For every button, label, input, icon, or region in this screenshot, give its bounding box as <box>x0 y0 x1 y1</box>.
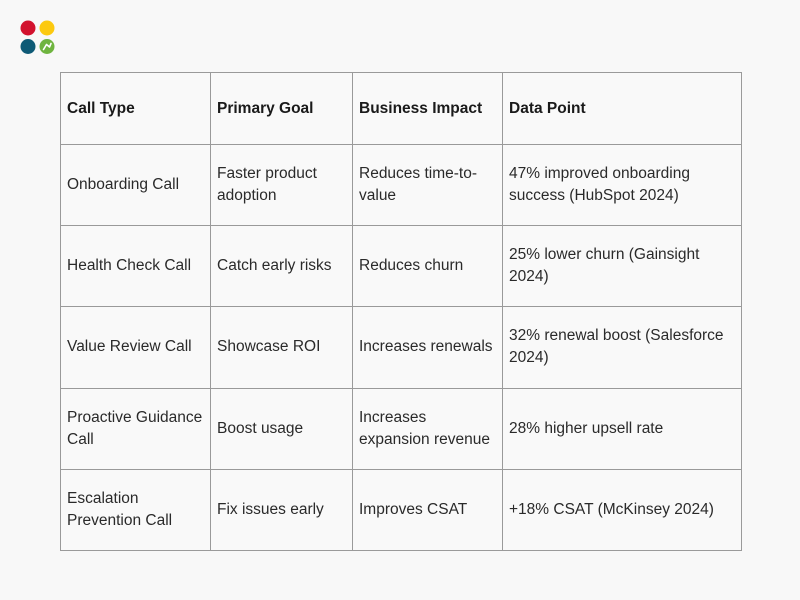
header-data-point: Data Point <box>503 73 742 145</box>
table-row <box>61 469 742 550</box>
table-header-row <box>61 73 742 145</box>
cell-call-type: Escalation Prevention Call <box>61 469 211 550</box>
cell-data-point: 28% higher upsell rate <box>503 388 742 469</box>
cell-call-type: Onboarding Call <box>61 145 211 226</box>
table-row <box>61 307 742 388</box>
brand-logo-icon <box>18 18 58 58</box>
header-call-type: Call Type <box>61 73 211 145</box>
cell-data-point: 25% lower churn (Gainsight 2024) <box>503 226 742 307</box>
logo-dot-red <box>21 21 36 36</box>
cell-primary-goal: Boost usage <box>211 388 353 469</box>
cell-call-type: Health Check Call <box>61 226 211 307</box>
cell-primary-goal: Showcase ROI <box>211 307 353 388</box>
cell-business-impact: Reduces time-to-value <box>353 145 503 226</box>
four-dots-icon <box>18 18 58 58</box>
cell-primary-goal: Faster product adoption <box>211 145 353 226</box>
call-types-table <box>60 72 742 551</box>
header-primary-goal: Primary Goal <box>211 73 353 145</box>
logo-dot-yellow <box>40 21 55 36</box>
cell-business-impact: Increases renewals <box>353 307 503 388</box>
cell-call-type: Value Review Call <box>61 307 211 388</box>
cell-business-impact: Increases expansion revenue <box>353 388 503 469</box>
cell-data-point: 47% improved onboarding success (HubSpot 2024) <box>503 145 742 226</box>
header-business-impact: Business Impact <box>353 73 503 145</box>
table-row <box>61 226 742 307</box>
cell-primary-goal: Fix issues early <box>211 469 353 550</box>
cell-business-impact: Reduces churn <box>353 226 503 307</box>
cell-business-impact: Improves CSAT <box>353 469 503 550</box>
cell-data-point: 32% renewal boost (Salesforce 2024) <box>503 307 742 388</box>
cell-call-type: Proactive Guidance Call <box>61 388 211 469</box>
logo-dot-teal <box>21 39 36 54</box>
cell-data-point: +18% CSAT (McKinsey 2024) <box>503 469 742 550</box>
table-row <box>61 388 742 469</box>
table-row <box>61 145 742 226</box>
logo-dot-green <box>40 39 55 54</box>
cell-primary-goal: Catch early risks <box>211 226 353 307</box>
